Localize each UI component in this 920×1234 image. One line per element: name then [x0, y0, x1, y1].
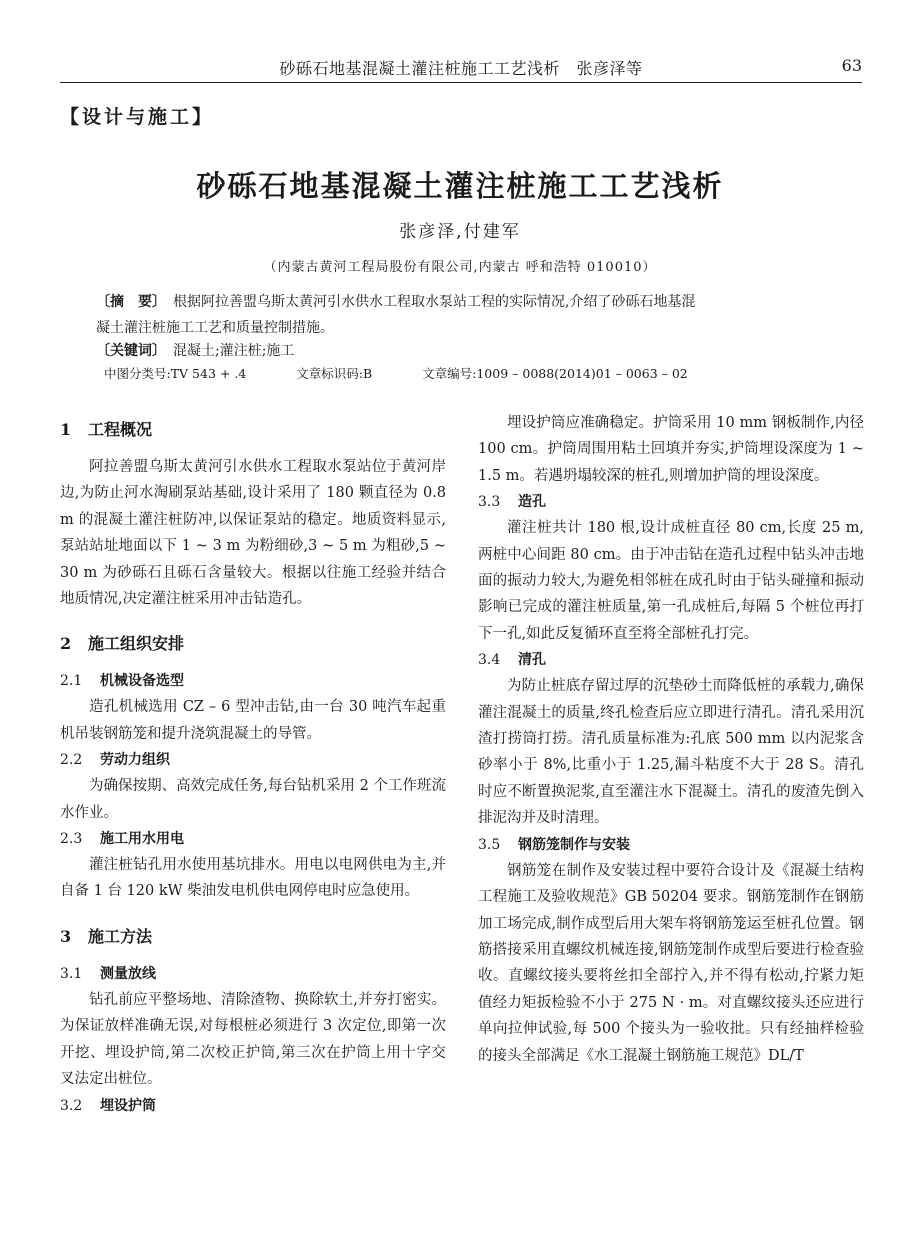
paragraph: 灌注桩钻孔用水使用基坑排水。用电以电网供电为主,并自备 1 台 120 kW 柴油发电机供电网停电时应急使用。 [60, 857, 446, 900]
paragraph: 钢筋笼在制作及安装过程中要符合设计及《混凝土结构工程施工及验收规范》GB 50204 要求。钢筋笼制作在钢筋加工场完成,制作成型后用大架车将钢筋笼运至桩孔位置。钢筋搭接采用直螺纹机械连接,钢筋笼制作成型后要进行检查验收。直螺纹接头要将丝扣全部拧入,并不得有松动,拧紧力矩值经力矩扳检验不小于 275 N · m。对直螺纹接头还应进行单向拉伸试验,每 500 个接头为一验收批。只有经抽样检验的接头全部满足《水工混凝土钢筋施工规范》DL/T [478, 862, 864, 1064]
authors: 张彦泽,付建军 [399, 222, 521, 242]
section-heading: 1 工程概况 [60, 420, 153, 439]
article-number: 文章编号:1009 – 0088(2014)01 – 0063 – 02 [422, 366, 688, 381]
clc-number: 中图分类号:TV 543 + .4 [104, 366, 247, 381]
subsection-heading: 2.3 施工用水用电 [60, 831, 184, 848]
page-number: 63 [841, 56, 862, 75]
paragraph: 钻孔前应平整场地、清除渣物、换除软土,并夯打密实。为保证放样准确无误,对每根桩必须进行 3 次定位,即第一次开挖、埋设护筒,第二次校正护筒,第三次在护筒上用十字交叉法定出桩位。 [60, 991, 446, 1088]
running-header [60, 52, 862, 83]
abstract-label: 〔摘 要〕 [96, 294, 159, 310]
paragraph: 灌注桩共计 180 根,设计成桩直径 80 cm,长度 25 m,两桩中心间距 80 cm。由于冲击钻在造孔过程中钻头冲击地面的振动力较大,为避免相邻桩在成孔时由于钻头碰撞和振动影响已完成的灌注桩质量,第一孔成桩后,每隔 5 个桩位再打下一孔,如此反复循环直至将全部桩孔打完。 [478, 520, 864, 642]
keywords-text: 混凝土;灌注桩;施工 [173, 343, 295, 359]
subsection-heading: 3.4 清孔 [478, 652, 546, 669]
subsection-heading: 2.2 劳动力组织 [60, 752, 170, 769]
affiliation: （内蒙古黄河工程局股份有限公司,内蒙古 呼和浩特 010010） [263, 260, 657, 275]
document-code: 文章标识码:B [296, 366, 373, 381]
keywords-label: 〔关键词〕 [96, 343, 159, 359]
subsection-heading: 3.5 钢筋笼制作与安装 [478, 836, 630, 853]
subsection-heading: 2.1 机械设备选型 [60, 673, 184, 690]
paragraph: 为确保按期、高效完成任务,每台钻机采用 2 个工作班流水作业。 [60, 778, 446, 821]
section-tag: 【设计与施工】 [60, 106, 215, 128]
keywords [96, 340, 294, 360]
subsection-heading: 3.2 埋设护筒 [60, 1097, 156, 1114]
abstract [96, 289, 824, 341]
right-column [478, 410, 864, 1069]
abstract-text-line1: 根据阿拉善盟乌斯太黄河引水供水工程取水泵站工程的实际情况,介绍了砂砾石地基混 [173, 294, 696, 310]
subsection-heading: 3.1 测量放线 [60, 965, 156, 982]
section-heading: 3 施工方法 [60, 926, 153, 946]
paragraph: 造孔机械选用 CZ – 6 型冲击钻,由一台 30 吨汽车起重机吊装钢筋笼和提升浇筑混凝土的导管。 [60, 699, 446, 742]
paragraph: 埋设护筒应准确稳定。护筒采用 10 mm 钢板制作,内径 100 cm。护筒周围用粘土回填并夯实,护筒埋设深度为 1 ~ 1.5 m。若遇坍塌较深的桩孔,则增加护筒的埋设深度。 [478, 415, 864, 484]
paragraph: 为防止桩底存留过厚的沉垫砂土而降低桩的承载力,确保灌注混凝土的质量,终孔检查后应立即进行清孔。清孔采用沉渣打捞筒打捞。清孔质量标准为:孔底 500 mm 以内泥浆含砂率小于 8%,比重小于 1.25,漏斗粘度不大于 28 S。清孔时应不断置换泥浆,直至灌注水下混凝土。清孔的废渣先倒入排泥沟并及时清理。 [478, 678, 864, 827]
left-column [60, 410, 446, 1119]
abstract-text-line2: 凝土灌注桩施工工艺和质量控制措施。 [96, 320, 334, 336]
classification-line [104, 364, 688, 382]
running-title: 砂砾石地基混凝土灌注桩施工工艺浅析 张彦泽等 [279, 59, 643, 78]
section-heading: 2 施工组织安排 [60, 634, 185, 654]
paragraph: 阿拉善盟乌斯太黄河引水供水工程取水泵站位于黄河岸边,为防止河水淘刷泵站基础,设计采用了 180 颗直径为 0.8 m 的混凝土灌注桩防冲,以保证泵站的稳定。地质资料显示,泵站站址地面以下 1 ~ 3 m 为粉细砂,3 ~ 5 m 为粗砂,5 ~ 30 m 为砂砾石且砾石含量较大。根据以往施工经验并结合地质情况,决定灌注桩采用冲击钻造孔。 [60, 459, 446, 608]
article-title: 砂砾石地基混凝土灌注桩施工工艺浅析 [196, 169, 724, 203]
subsection-heading: 3.3 造孔 [478, 494, 546, 511]
